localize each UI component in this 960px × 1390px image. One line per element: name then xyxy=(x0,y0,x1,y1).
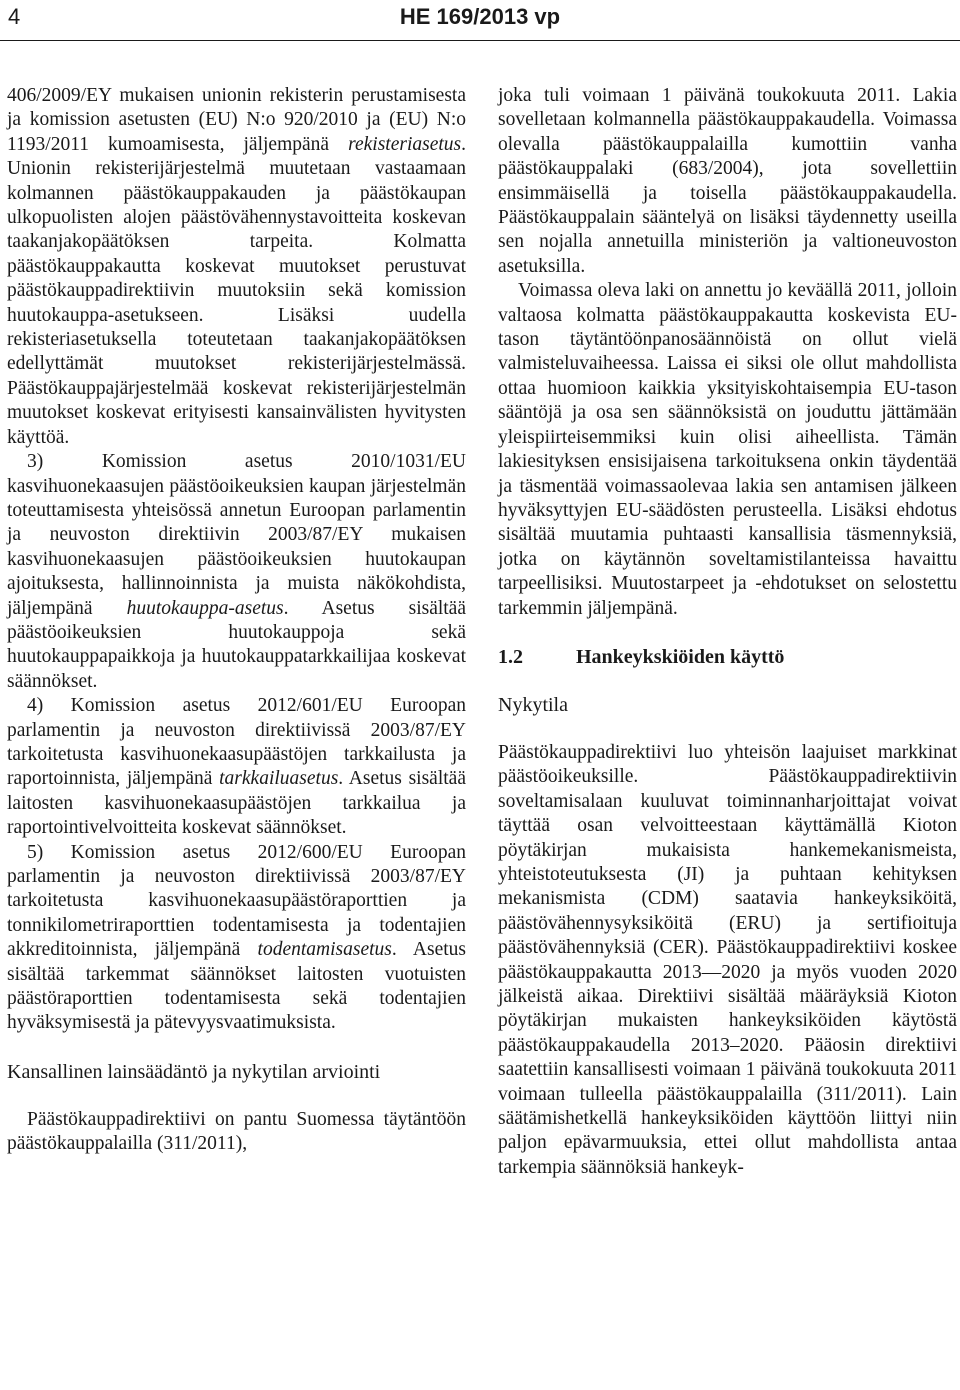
spacer xyxy=(498,669,957,693)
defined-term: tarkkailuasetus xyxy=(219,768,339,790)
paragraph-text: 4) Komission asetus 2012/601/EU Euroopan parlamentin ja neuvoston direktiivissä 2003/87/EY tarkoitetusta kasvihuonekaasupäästöjen tarkkailusta ja raportoinnista, jäljempänä xyxy=(7,695,466,790)
paragraph-text: 3) Komission asetus 2010/1031/EU kasvihuonekaasujen päästöoikeuksien kaupan järjestelmän toteuttamisesta yhteisössä annetun Euroopan parlamentin ja neuvoston direktiivin 2003/87/EY mukaisen kasvihuonekaasujen päästöoikeuksien huutokaupan ajoituksesta, hallinnoinnista ja muista näkökohdista, jäljempänä xyxy=(7,451,466,619)
left-text-column xyxy=(7,84,466,1157)
paragraph-text: . Asetus sisältää päästöoikeuksien huutokauppoja sekä huutokauppapaikkoja ja huutokauppatarkkailijaa koskevat säännökset. xyxy=(7,597,466,692)
section-heading xyxy=(498,645,957,669)
paragraph-directive-markets: Päästökauppadirektiivi luo yhteisön laajuiset markkinat päästöoikeuksille. Päästökauppadirektiivin soveltamisalaan kuuluvat toiminnanharjoittajat voivat täyttää osan velvoitteestaan käyttämällä Kioton pöytäkirjan mukaisista hankemekanismeista, yhteistoteutuksesta (JI) ja puhtaan kehityksen mekanismista (CDM) saatavia hankeyksiköitä, päästövähennysyksiköitä (ERU) ja sertifioituja päästövähennyksiä (CER). Päästökauppadirektiivi koskee päästökauppakautta 2013—2020 ja myös vuoden 2020 jälkeistä aikaa. Direktiivi sisältää määräyksiä Kioton pöytäkirjan mukaisten hankeyksiköiden käytöstä päästökauppakaudella 2013–2020. Pääosin direktiivi saatettiin kansallisesti voimaan 1 päivänä toukokuuta 2011 voimaan tulleella päästökauppalailla (311/2011). Lain säätämishetkellä hankeyksiköiden käyttöön liittyi niin paljon epävarmuuksia, ettei ollut mahdollista antaa tarkempia säännöksiä hankeyk- xyxy=(498,741,957,1178)
header-divider xyxy=(0,40,960,41)
subheading-current-state: Nykytila xyxy=(498,693,568,716)
paragraph-text: . Unionin rekisterijärjestelmä muutetaan vastaamaan kolmannen päästökauppakauden ja päästökaupan ulkopuolisten alojen päästövähennystavoitteita koskevan taakanjakopäätöksen tarpeita. Kolmatta päästökauppakautta koskevat muutokset perustuvat päästökauppadirektiivin muutoksiin sekä komission huutokauppa-asetukseen. Lisäksi uudella rekisteriasetuksella toteutetaan taakanjakopäätöksen edellyttämät muutokset rekisterijärjestelmässä. Päästökauppajärjestelmää koskevat rekisterijärjestelmän muutokset koskevat erityisesti kansainvälisten hyvitysten käyttöä. xyxy=(7,133,466,448)
section-number: 1.2 xyxy=(498,645,523,668)
paragraph-verification-regulation xyxy=(7,841,466,1036)
section-title: Hankeykskiöiden käyttö xyxy=(576,645,785,668)
defined-term: huutokauppa-asetus xyxy=(126,597,284,619)
paragraph-text: 5) Komission asetus 2012/600/EU Euroopan parlamentin ja neuvoston direktiivissä 2003/87/EY tarkoitetusta kasvihuonekaasupäästöraporttien ja tonnikilometriraporttien todentamisesta ja todentajien akkreditoinnista, jäljempänä xyxy=(7,841,466,961)
paragraph-current-law: Voimassa oleva laki on annettu jo keväällä 2011, jolloin valtaosa kolmatta päästökauppakautta koskevista EU-tason täytäntöönpanosäännöistä on ollut vielä valmisteluvaiheessa. Laissa ei siksi ole ollut mahdollista ottaa huomioon kaikkia yksityiskohtaisempia EU-tason sääntöjä ja osa sen säännöksistä on jouduttu jättämään yleispiirteisemmiksi kuin olisi aiheellista. Tämän lakiesityksen ensisijaisena tarkoituksena onkin täydentää ja täsmentää voimassaolevaa lakia sen antamisen jälkeen hyväksyttyjen EU-säädösten perusteella. Lisäksi ehdotus sisältää muutamia puhtaasti kansallisia täsmennyksiä, jotka on käytännön soveltamistilanteissa havaittu tarpeellisiksi. Muutostarpeet ja -ehdotukset on selostettu tarkemmin jäljempänä. xyxy=(498,280,957,619)
spacer xyxy=(498,621,957,645)
spacer xyxy=(498,717,957,741)
paragraph-act-in-force: joka tuli voimaan 1 päivänä toukokuuta 2011. Lakia sovelletaan kolmannella päästökauppakaudella. Voimassa olevalla päästökauppalailla kumottiin vanha päästökauppalaki (683/2004), jota sovellettiin ensimmäisellä ja toisella päästökauppakaudella. Päästökauppalain sääntelyä on lisäksi täydennetty useilla sen nojalla annetuilla ministeriön ja valtioneuvoston asetuksilla. xyxy=(498,85,957,277)
subheading-national-legislation: Kansallinen lainsäädäntö ja nykytilan arviointi xyxy=(7,1060,381,1083)
paragraph-text: . Asetus sisältää tarkemmat säännökset laitosten vuotuisten päästöraporttien todentamisesta sekä todentajien hyväksymisestä ja pätevyysvaatimuksista. xyxy=(7,939,466,1034)
paragraph-text: . Asetus sisältää laitosten kasvihuonekaasupäästöjen tarkkailua ja raportointivelvoitteita koskevat säännökset. xyxy=(7,768,466,839)
right-text-column xyxy=(498,84,957,1180)
paragraph-monitoring-regulation xyxy=(7,694,466,840)
paragraph-text: 406/2009/EY mukaisen unionin rekisterin perustamisesta ja komission asetusten (EU) N:o 920/2010 ja (EU) N:o 1193/2011 kumoamisesta, jäljempänä xyxy=(7,85,466,155)
defined-term: rekisteriasetus xyxy=(348,133,462,155)
spacer xyxy=(7,1084,466,1108)
defined-term: todentamisasetus xyxy=(257,939,392,961)
paragraph-auction-regulation xyxy=(7,450,466,694)
spacer xyxy=(7,1036,466,1060)
page-number: 4 xyxy=(8,4,21,29)
paragraph-registry-regulation xyxy=(7,84,466,450)
document-identifier: HE 169/2013 vp xyxy=(399,4,561,29)
paragraph-implementation: Päästökauppadirektiivi on pantu Suomessa täytäntöön päästökauppalailla (311/2011), xyxy=(7,1108,466,1155)
